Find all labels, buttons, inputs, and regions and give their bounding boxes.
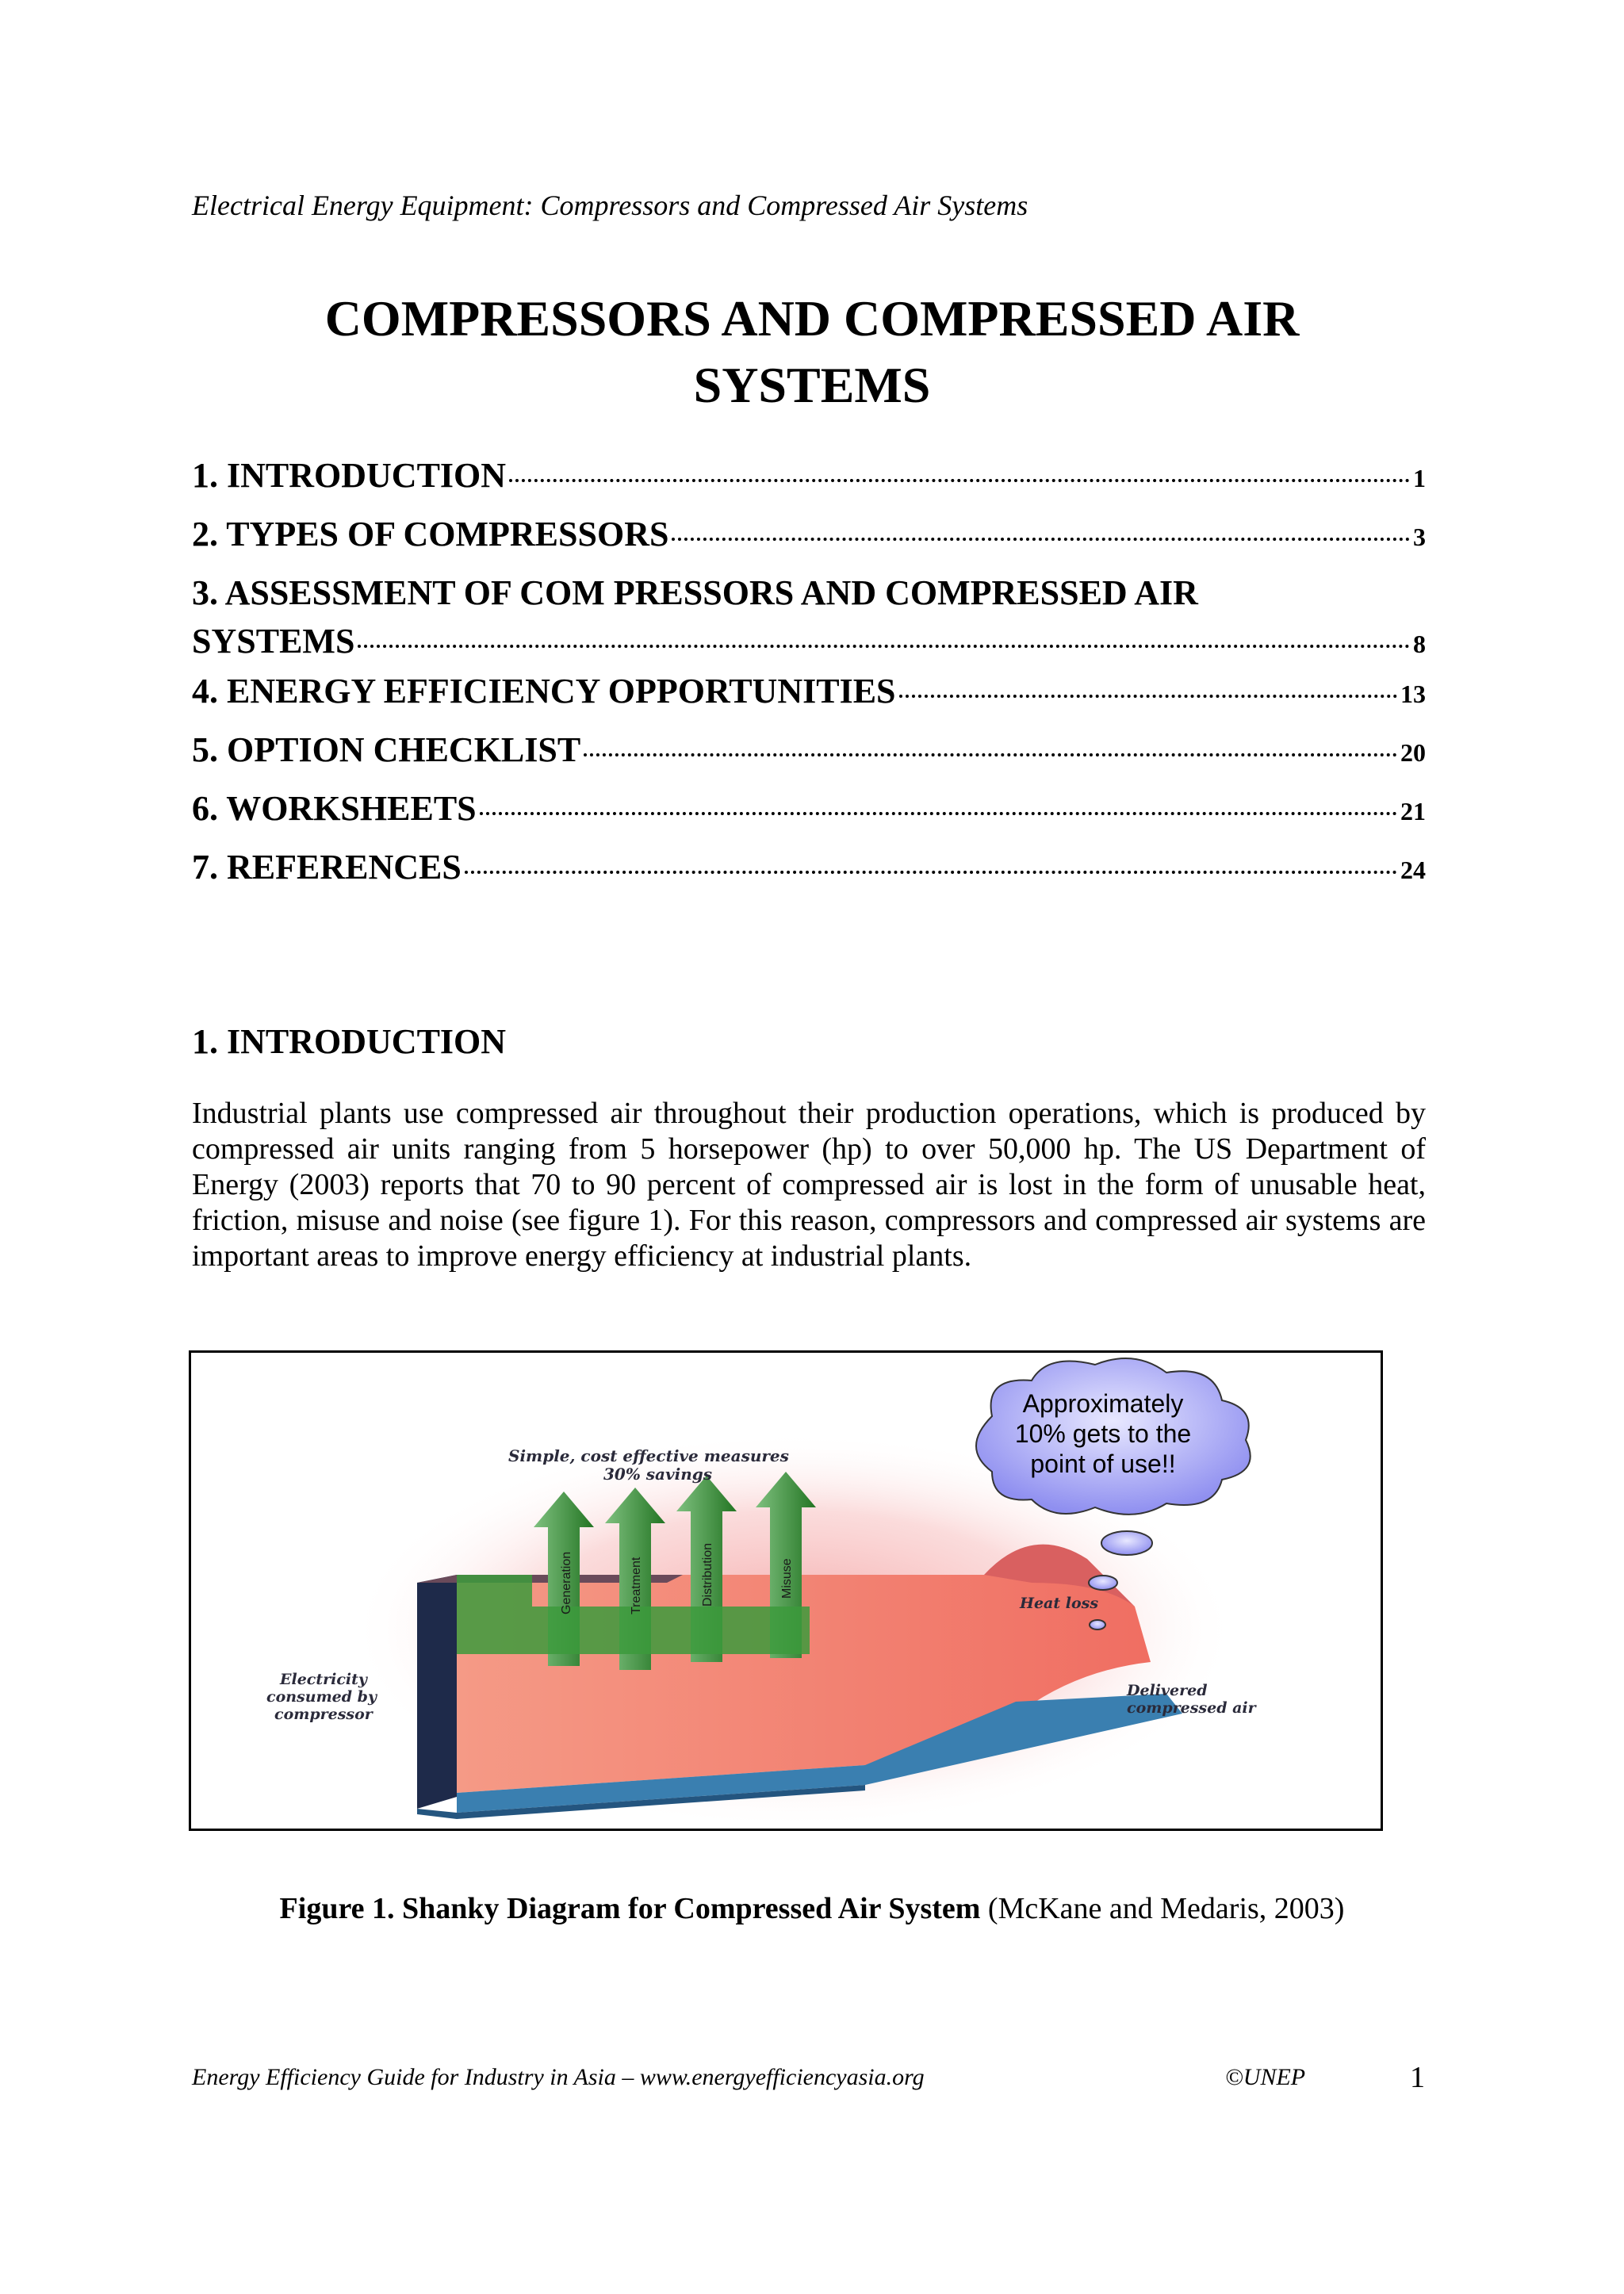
- sankey-diagram-svg: [191, 1353, 1381, 1829]
- table-of-contents: [192, 456, 1426, 906]
- flow-side-face: [417, 1575, 457, 1809]
- figure-sankey-diagram: [189, 1350, 1383, 1831]
- toc-leader-dots: [480, 812, 1397, 815]
- toc-label: 6. WORKSHEETS: [192, 789, 477, 828]
- cloud-text-line1: Approximately: [1022, 1389, 1184, 1418]
- section-heading-introduction: 1. INTRODUCTION: [192, 1022, 507, 1061]
- toc-entry-assessment[interactable]: [192, 573, 1426, 672]
- arrow-label-treatment: Treatment: [630, 1557, 643, 1614]
- arrow-label-misuse: Misuse: [780, 1558, 794, 1599]
- toc-leader-dots: [899, 695, 1397, 698]
- toc-label: 1. INTRODUCTION: [192, 456, 507, 495]
- measures-label-line2: 30% savings: [603, 1465, 713, 1484]
- toc-page-number: 8: [1413, 629, 1426, 658]
- toc-page-number: 1: [1413, 464, 1426, 492]
- document-title-line1: COMPRESSORS AND COMPRESSED AIR: [324, 290, 1300, 347]
- electricity-label-line3: compressor: [274, 1706, 373, 1723]
- delivered-label-line2: compressed air: [1127, 1699, 1256, 1717]
- cloud-text-line3: point of use!!: [1030, 1450, 1176, 1478]
- document-title: [0, 285, 1624, 419]
- figure-caption-title: Figure 1. Shanky Diagram for Compressed Air System: [279, 1892, 981, 1925]
- document-title-line2: SYSTEMS: [693, 357, 931, 413]
- arrow-label-distribution: Distribution: [701, 1542, 714, 1607]
- cloud-text-line2: 10% gets to the: [1014, 1419, 1192, 1448]
- footer-page-number: 1: [1410, 2061, 1425, 2094]
- measures-label-line1: Simple, cost effective measures: [508, 1446, 789, 1465]
- toc-entry-worksheets[interactable]: [192, 789, 1426, 848]
- footer-copyright: ©UNEP: [1225, 2064, 1306, 2090]
- footer-left: Energy Efficiency Guide for Industry in Asia – www.energyefficiencyasia.org: [192, 2064, 925, 2090]
- cloud-bubble-medium: [1089, 1576, 1117, 1590]
- toc-page-number: 24: [1400, 856, 1426, 884]
- toc-leader-dots: [672, 538, 1410, 541]
- toc-entry-energy-efficiency[interactable]: [192, 672, 1426, 730]
- toc-leader-dots: [584, 753, 1397, 756]
- toc-label: 3. ASSESSMENT OF COM PRESSORS AND COMPRESSED AIR: [192, 573, 1198, 612]
- toc-label: 5. OPTION CHECKLIST: [192, 730, 581, 769]
- delivered-label-line1: Delivered: [1127, 1682, 1208, 1699]
- toc-page-number: 21: [1400, 797, 1426, 825]
- toc-page-number: 13: [1400, 680, 1426, 708]
- toc-entry-types-of-compressors[interactable]: [192, 515, 1426, 573]
- cloud-bubble-large: [1101, 1531, 1152, 1555]
- figure-caption-source: (McKane and Medaris, 2003): [987, 1892, 1345, 1925]
- toc-label: 4. ENERGY EFFICIENCY OPPORTUNITIES: [192, 672, 896, 710]
- intro-paragraph: Industrial plants use compressed air throughout their production operations, which is produced by compressed air units ranging from 5 horsepower (hp) to over 50,000 hp. The US Department of Energy (2003) reports that 70 to 90 percent of compressed air is lost in the form of unusable heat, friction, misuse and noise (see figure 1). For this reason, compressors and compressed air systems are important areas to improve energy efficiency at industrial plants.: [192, 1097, 1426, 1273]
- running-header: Electrical Energy Equipment: Compressors and Compressed Air Systems: [192, 190, 1028, 221]
- toc-page-number: 20: [1400, 738, 1426, 767]
- toc-entry-option-checklist[interactable]: [192, 730, 1426, 789]
- toc-label-line2: [192, 622, 1426, 664]
- toc-page-number: 3: [1413, 523, 1426, 551]
- figure-caption: [0, 1891, 1624, 1926]
- electricity-label-line2: consumed by: [266, 1688, 377, 1706]
- electricity-label-line1: Electricity: [280, 1671, 367, 1688]
- toc-leader-dots: [509, 479, 1410, 482]
- toc-label: 7. REFERENCES: [192, 848, 462, 887]
- toc-label-continuation: SYSTEMS: [192, 621, 355, 661]
- arrow-label-generation: Generation: [560, 1551, 573, 1614]
- toc-leader-dots: [465, 871, 1397, 874]
- toc-label: 2. TYPES OF COMPRESSORS: [192, 515, 669, 553]
- toc-leader-dots: [358, 645, 1410, 648]
- heat-loss-label: Heat loss: [1020, 1595, 1099, 1612]
- toc-entry-references[interactable]: [192, 848, 1426, 906]
- cloud-bubble-small: [1090, 1620, 1105, 1630]
- toc-entry-introduction[interactable]: [192, 456, 1426, 515]
